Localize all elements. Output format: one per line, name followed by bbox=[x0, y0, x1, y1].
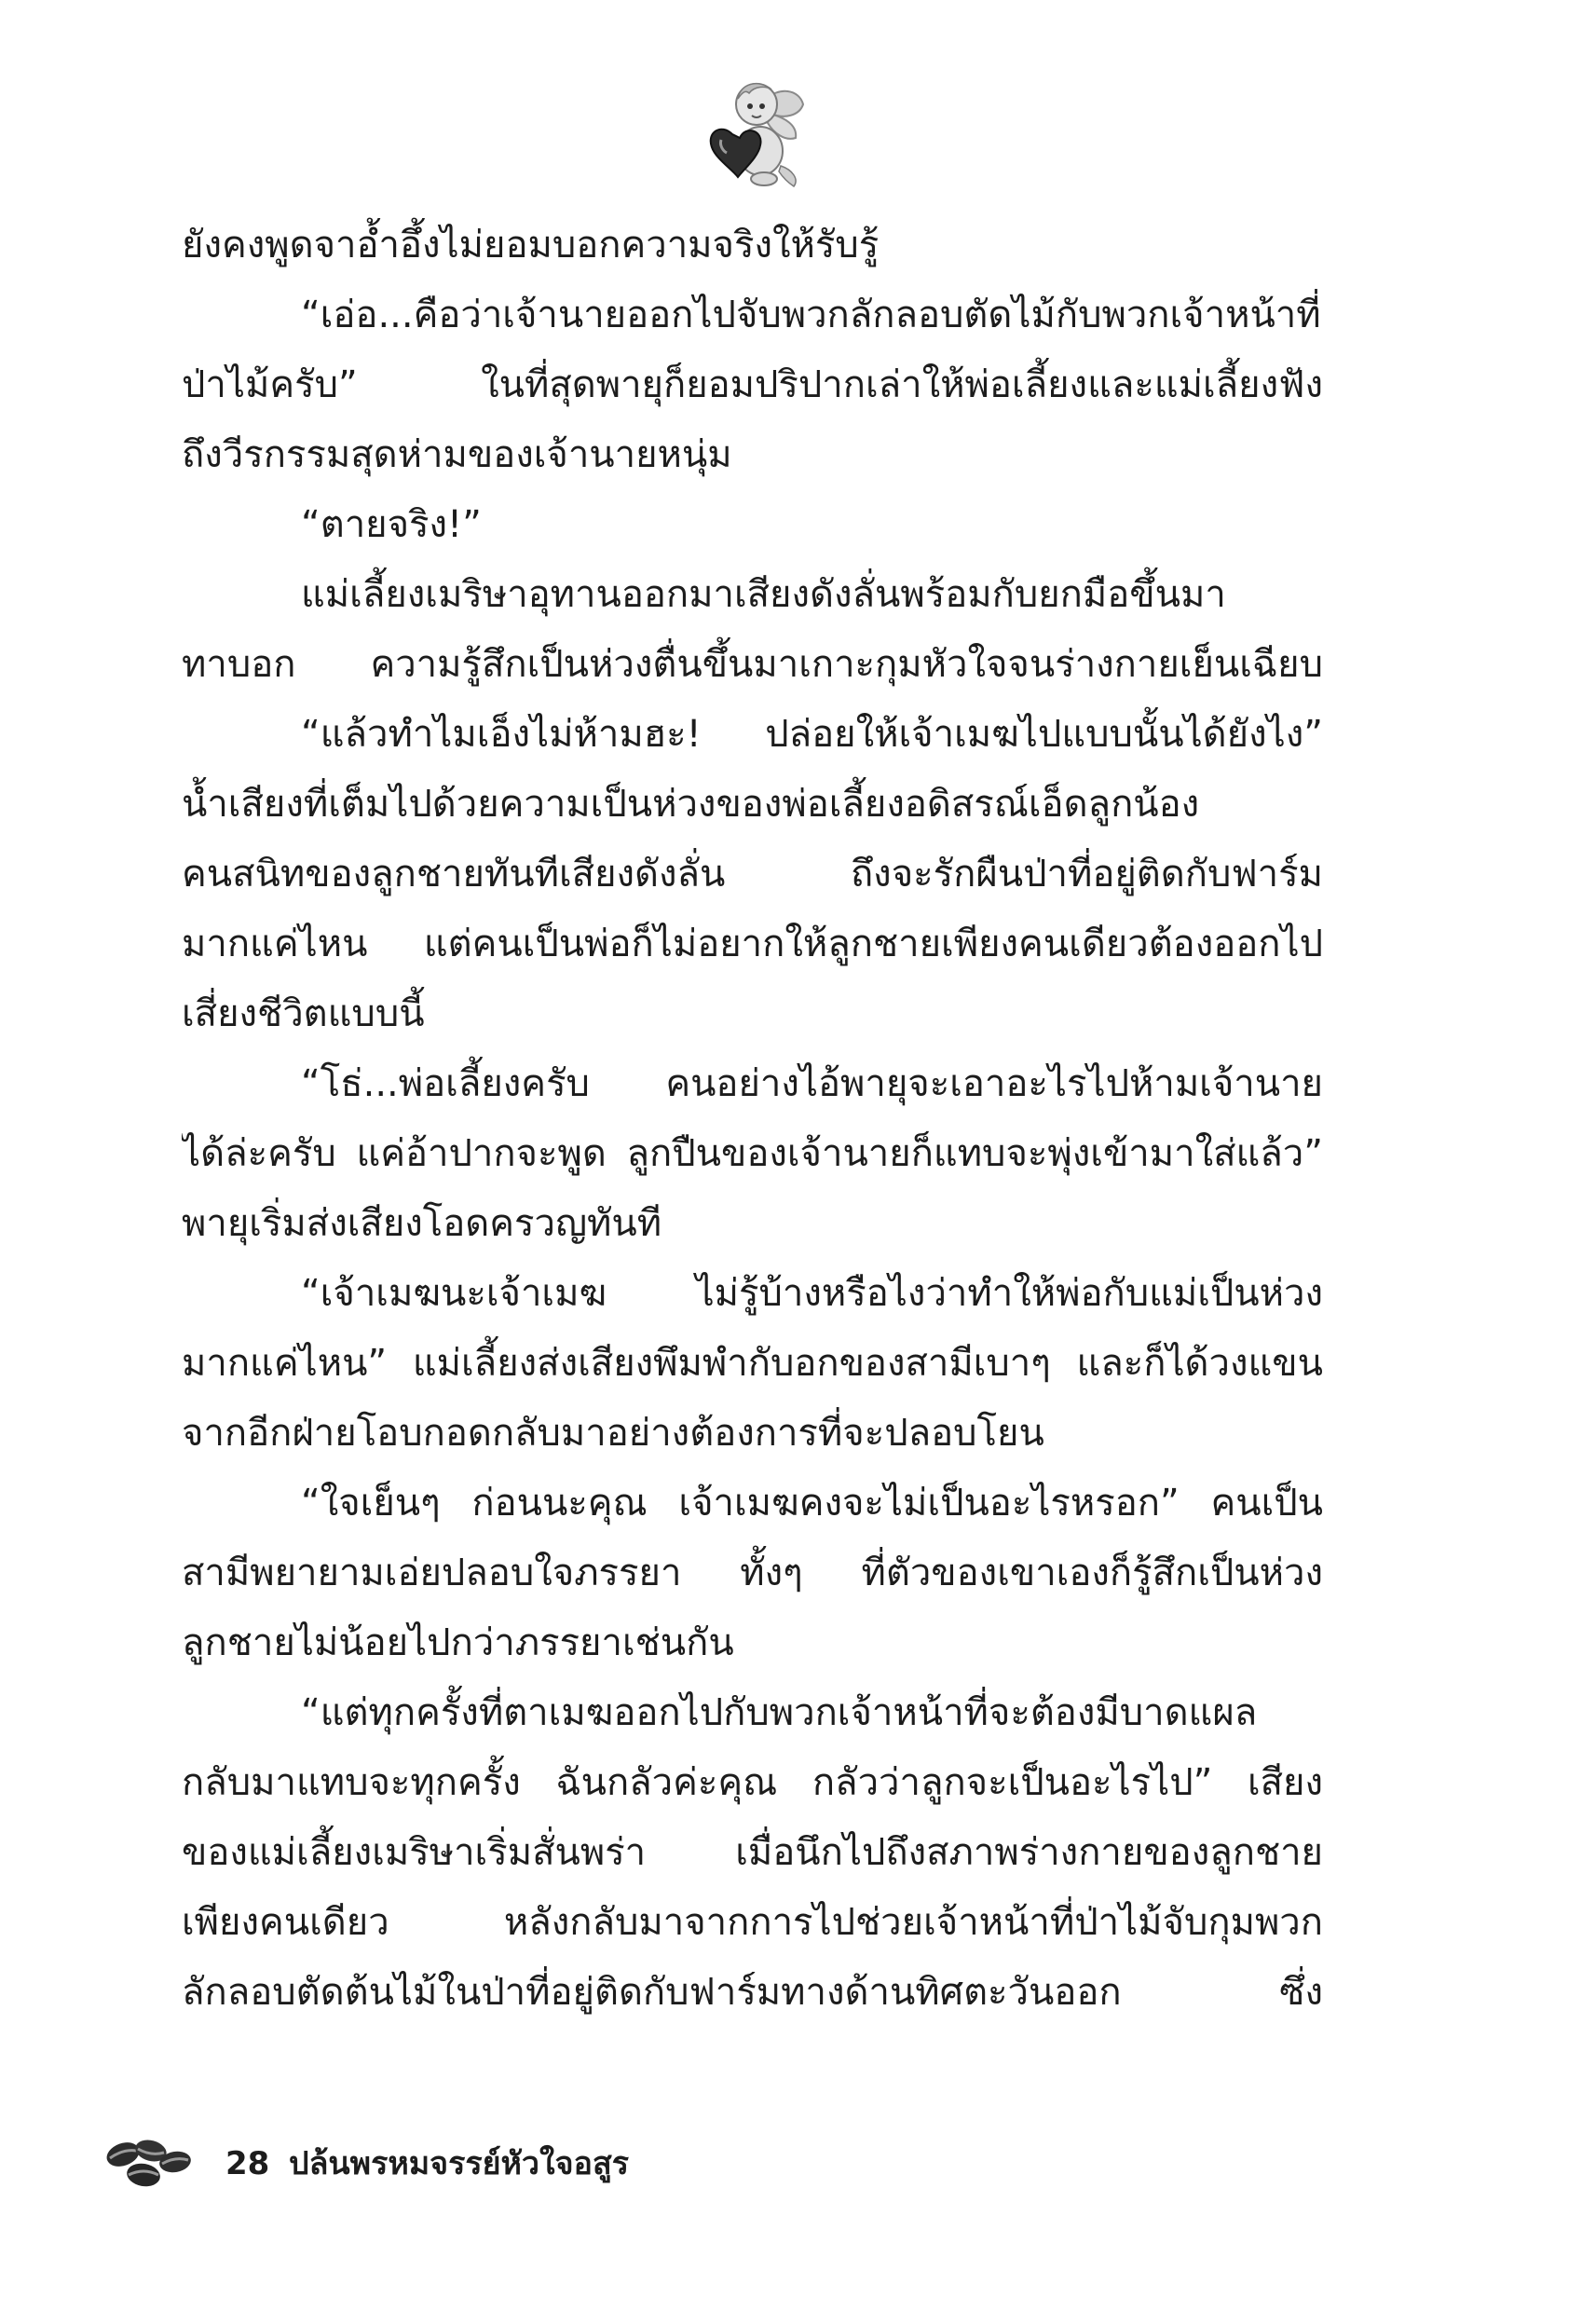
text-line: “ใจเย็นๆ ก่อนนะคุณ เจ้าเมฆคงจะไม่เป็นอะไรหรอก” คนเป็น bbox=[301, 1482, 1323, 1525]
text-line: “แล้วทำไมเอ็งไม่ห้ามฮะ! ปล่อยให้เจ้าเมฆไปแบบนั้นได้ยังไง” bbox=[301, 713, 1323, 756]
body-text bbox=[182, 211, 1323, 2149]
text-line: แม่เลี้ยงเมริษาอุทานออกมาเสียงดังลั่นพร้อมกับยกมือขึ้นมา bbox=[301, 573, 1226, 616]
cupid-heart-icon bbox=[706, 73, 811, 192]
text-line: คนสนิทของลูกชายทันทีเสียงดังลั่น ถึงจะรักผืนป่าที่อยู่ติดกับฟาร์ม bbox=[182, 853, 1323, 896]
text-line: ได้ล่ะครับ แค่อ้าปากจะพูด ลูกปืนของเจ้านายก็แทบจะพุ่งเข้ามาใส่แล้ว” bbox=[182, 1132, 1323, 1175]
text-line: ลูกชายไม่น้อยไปกว่าภรรยาเช่นกัน bbox=[182, 1621, 734, 1664]
page-footer bbox=[102, 2134, 1314, 2199]
text-line: มากแค่ไหน แต่คนเป็นพ่อก็ไม่อยากให้ลูกชายเพียงคนเดียวต้องออกไป bbox=[182, 923, 1323, 965]
text-line: เสี่ยงชีวิตแบบนี้ bbox=[182, 992, 425, 1035]
text-line: สามีพยายามเอ่ยปลอบใจภรรยา ทั้งๆ ที่ตัวของเขาเองก็รู้สึกเป็นห่วง bbox=[182, 1552, 1323, 1594]
text-line: “แต่ทุกครั้งที่ตาเมฆออกไปกับพวกเจ้าหน้าที่จะต้องมีบาดแผล bbox=[301, 1691, 1258, 1734]
text-line: “โธ่...พ่อเลี้ยงครับ คนอย่างไอ้พายุจะเอาอะไรไปห้ามเจ้านาย bbox=[301, 1062, 1323, 1105]
text-line: เพียงคนเดียว หลังกลับมาจากการไปช่วยเจ้าหน้าที่ป่าไม้จับกุมพวก bbox=[182, 1901, 1323, 1944]
coffee-beans-icon bbox=[102, 2134, 196, 2194]
text-line: “เอ่อ...คือว่าเจ้านายออกไปจับพวกลักลอบตัดไม้กับพวกเจ้าหน้าที่ bbox=[301, 294, 1321, 336]
text-line: กลับมาแทบจะทุกครั้ง ฉันกลัวค่ะคุณ กลัวว่าลูกจะเป็นอะไรไป” เสียง bbox=[182, 1761, 1323, 1804]
text-line: พายุเริ่มส่งเสียงโอดครวญทันที bbox=[182, 1202, 662, 1245]
text-line: ยังคงพูดจาอ้ำอึ้งไม่ยอมบอกความจริงให้รับรู้ bbox=[182, 224, 880, 267]
text-line: ป่าไม้ครับ” ในที่สุดพายุก็ยอมปริปากเล่าให้พ่อเลี้ยงและแม่เลี้ยงฟัง bbox=[182, 363, 1323, 406]
text-line: ทาบอก ความรู้สึกเป็นห่วงตื่นขึ้นมาเกาะกุมหัวใจจนร่างกายเย็นเฉียบ bbox=[182, 643, 1323, 686]
text-line: “เจ้าเมฆนะเจ้าเมฆ ไม่รู้บ้างหรือไงว่าทำให้พ่อกับแม่เป็นห่วง bbox=[301, 1272, 1323, 1315]
text-line: น้ำเสียงที่เต็มไปด้วยความเป็นห่วงของพ่อเลี้ยงอดิสรณ์เอ็ดลูกน้อง bbox=[182, 783, 1200, 826]
text-line: ลักลอบตัดต้นไม้ในป่าที่อยู่ติดกับฟาร์มทางด้านทิศตะวันออก ซึ่ง bbox=[182, 1971, 1323, 2014]
text-line: จากอีกฝ่ายโอบกอดกลับมาอย่างต้องการที่จะปลอบโยน bbox=[182, 1412, 1044, 1455]
text-line: “ตายจริง!” bbox=[301, 503, 482, 546]
text-line: ถึงวีรกรรมสุดห่ามของเจ้านายหนุ่ม bbox=[182, 433, 732, 476]
book-title: ปล้นพรหมจรรย์หัวใจอสูร bbox=[289, 2145, 629, 2182]
page-number: 28 bbox=[225, 2145, 270, 2182]
text-line: ของแม่เลี้ยงเมริษาเริ่มสั่นพร่า เมื่อนึกไปถึงสภาพร่างกายของลูกชาย bbox=[182, 1831, 1323, 1874]
text-line: มากแค่ไหน” แม่เลี้ยงส่งเสียงพึมพำกับอกของสามีเบาๆ และก็ได้วงแขน bbox=[182, 1342, 1323, 1385]
